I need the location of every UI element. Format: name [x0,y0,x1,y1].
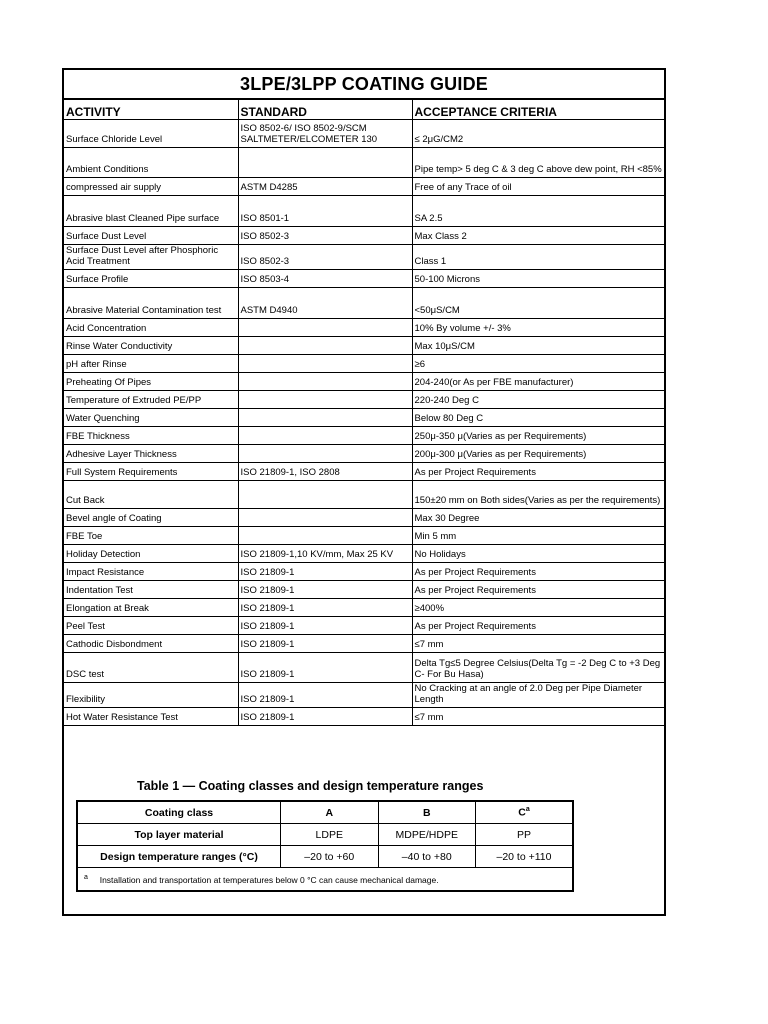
table-row [64,270,664,288]
material-label: Top layer material [77,824,281,846]
table1-title: Table 1 — Coating classes and design temperature ranges [137,779,484,793]
table-row [64,445,664,463]
class-c-footnote-marker: a [525,806,530,814]
cell-activity: compressed air supply [64,178,238,196]
cell-activity: Surface Chloride Level [64,120,238,148]
cell-standard [238,391,412,409]
cell-activity: Flexibility [64,683,238,708]
table-row [64,319,664,337]
cell-activity: Elongation at Break [64,599,238,617]
cell-criteria: As per Project Requirements [412,463,664,481]
table-row [64,653,664,683]
cell-activity: pH after Rinse [64,355,238,373]
cell-standard: ASTM D4285 [238,178,412,196]
table-row [64,337,664,355]
table-row [64,527,664,545]
cell-criteria: ≤ 2μG/CM2 [412,120,664,148]
table-row [64,120,664,148]
cell-criteria: 220-240 Deg C [412,391,664,409]
table-row [64,148,664,178]
cell-activity: Abrasive Material Contamination test [64,288,238,319]
cell-criteria: 200μ-300 μ(Varies as per Requirements) [412,445,664,463]
table-row [64,355,664,373]
temperature-b: –40 to +80 [378,846,476,868]
header-activity: ACTIVITY [64,100,238,120]
cell-standard: ISO 8502-6/ ISO 8502-9/SCM SALTMETER/ELCOMETER 130 [238,120,412,148]
coating-class-label: Coating class [77,801,281,824]
cell-criteria: Min 5 mm [412,527,664,545]
cell-activity: Indentation Test [64,581,238,599]
header-standard: STANDARD [238,100,412,120]
table-row [64,373,664,391]
table1-temperature-row [77,846,573,868]
cell-criteria: Max Class 2 [412,227,664,245]
cell-standard: ISO 21809-1 [238,635,412,653]
cell-activity: Peel Test [64,617,238,635]
table-row [64,463,664,481]
header-acceptance-criteria: ACCEPTANCE CRITERIA [412,100,664,120]
cell-standard: ISO 21809-1, ISO 2808 [238,463,412,481]
cell-criteria: Below 80 Deg C [412,409,664,427]
cell-activity: Cathodic Disbondment [64,635,238,653]
footnote-marker: a [84,873,88,881]
cell-standard: ISO 21809-1,10 KV/mm, Max 25 KV [238,545,412,563]
cell-standard: ISO 21809-1 [238,617,412,635]
cell-activity: Bevel angle of Coating [64,509,238,527]
cell-activity: Abrasive blast Cleaned Pipe surface [64,196,238,227]
cell-criteria: Max 30 Degree [412,509,664,527]
table-row [64,409,664,427]
table-row [64,545,664,563]
table-row [64,245,664,270]
cell-criteria: Class 1 [412,245,664,270]
cell-standard [238,427,412,445]
cell-activity: Surface Dust Level [64,227,238,245]
cell-criteria: ≤7 mm [412,708,664,726]
material-c: PP [476,824,574,846]
table-row [64,563,664,581]
cell-criteria: 50-100 Microns [412,270,664,288]
cell-activity: Impact Resistance [64,563,238,581]
table-row [64,683,664,708]
cell-activity: Surface Dust Level after Phosphoric Acid Treatment [64,245,238,270]
cell-activity: FBE Toe [64,527,238,545]
cell-standard [238,373,412,391]
cell-standard: ISO 8502-3 [238,227,412,245]
cell-activity: Holiday Detection [64,545,238,563]
table1-header-row [77,801,573,824]
cell-standard: ISO 21809-1 [238,563,412,581]
table-row [64,196,664,227]
table1-note-row [77,868,573,892]
cell-activity: Preheating Of Pipes [64,373,238,391]
table-row [64,599,664,617]
material-a: LDPE [281,824,379,846]
footnote-text: Installation and transportation at temperatures below 0 °C can cause mechanical damage. [99,874,439,885]
temperature-a: –20 to +60 [281,846,379,868]
cell-activity: FBE Thickness [64,427,238,445]
cell-standard: ISO 8503-4 [238,270,412,288]
table-row [64,178,664,196]
cell-standard: ISO 21809-1 [238,599,412,617]
cell-criteria: SA 2.5 [412,196,664,227]
cell-standard: ASTM D4940 [238,288,412,319]
cell-activity: Hot Water Resistance Test [64,708,238,726]
guide-title: 3LPE/3LPP COATING GUIDE [64,70,664,99]
cell-activity: Cut Back [64,481,238,509]
cell-activity: Full System Requirements [64,463,238,481]
cell-standard: ISO 8501-1 [238,196,412,227]
cell-activity: Surface Profile [64,270,238,288]
table-row [64,617,664,635]
cell-criteria: No Cracking at an angle of 2.0 Deg per Pipe Diameter Length [412,683,664,708]
cell-activity: Rinse Water Conductivity [64,337,238,355]
cell-criteria: Pipe temp> 5 deg C & 3 deg C above dew point, RH <85% [412,148,664,178]
cell-activity: Acid Concentration [64,319,238,337]
cell-criteria: As per Project Requirements [412,617,664,635]
cell-activity: Adhesive Layer Thickness [64,445,238,463]
class-a: A [281,801,379,824]
cell-criteria: Free of any Trace of oil [412,178,664,196]
table-row [64,509,664,527]
cell-standard: ISO 21809-1 [238,683,412,708]
cell-criteria: ≤7 mm [412,635,664,653]
table1-material-row [77,824,573,846]
table-row [64,288,664,319]
class-b: B [378,801,476,824]
class-c [476,801,574,824]
cell-standard: ISO 21809-1 [238,653,412,683]
table-row [64,427,664,445]
cell-standard: ISO 21809-1 [238,581,412,599]
cell-standard [238,409,412,427]
coating-classes-table [76,800,574,892]
class-c-text: C [518,806,526,819]
cell-criteria: ≥400% [412,599,664,617]
cell-activity: Temperature of Extruded PE/PP [64,391,238,409]
cell-standard [238,337,412,355]
cell-criteria: ≥6 [412,355,664,373]
cell-criteria: <50μS/CM [412,288,664,319]
cell-criteria: 250μ-350 μ(Varies as per Requirements) [412,427,664,445]
table-header-row [64,100,664,120]
cell-standard [238,319,412,337]
cell-criteria: Delta Tg≤5 Degree Celsius(Delta Tg = -2 Deg C to +3 Deg C- For Bu Hasa) [412,653,664,683]
table-row [64,481,664,509]
table-row [64,391,664,409]
cell-activity: DSC test [64,653,238,683]
cell-criteria: As per Project Requirements [412,563,664,581]
cell-standard: ISO 21809-1 [238,708,412,726]
cell-standard [238,445,412,463]
table-row [64,635,664,653]
cell-standard [238,481,412,509]
temperature-label: Design temperature ranges (°C) [77,846,281,868]
cell-standard: ISO 8502-3 [238,245,412,270]
temperature-c: –20 to +110 [476,846,574,868]
cell-criteria: 204-240(or As per FBE manufacturer) [412,373,664,391]
cell-standard [238,355,412,373]
material-b: MDPE/HDPE [378,824,476,846]
cell-criteria: 10% By volume +/- 3% [412,319,664,337]
table-row [64,581,664,599]
table-row [64,708,664,726]
coating-guide-table [64,99,664,726]
cell-standard [238,509,412,527]
cell-standard [238,148,412,178]
table-row [64,227,664,245]
cell-criteria: 150±20 mm on Both sides(Varies as per the requirements) [412,481,664,509]
cell-criteria: As per Project Requirements [412,581,664,599]
cell-standard [238,527,412,545]
cell-criteria: No Holidays [412,545,664,563]
table1-footnote [77,868,573,892]
cell-activity: Water Quenching [64,409,238,427]
cell-activity: Ambient Conditions [64,148,238,178]
cell-criteria: Max 10μS/CM [412,337,664,355]
